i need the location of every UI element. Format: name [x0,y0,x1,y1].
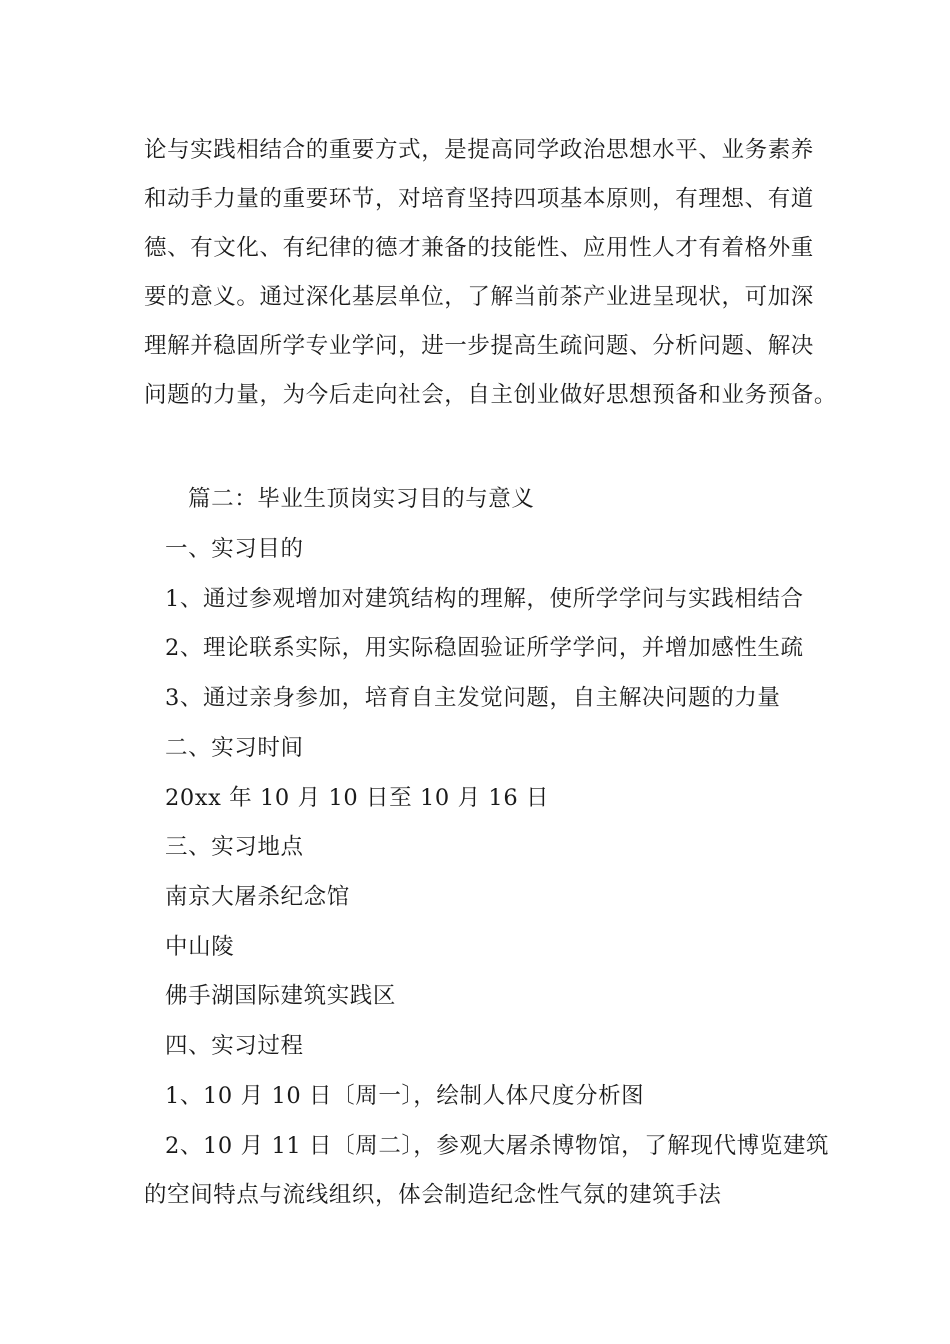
process-item: 2、10 月 11 日〔周二〕，参观大屠杀博物馆，了解现代博览建筑 [165,1133,830,1159]
intro-line: 要的意义。通过深化基层单位，了解当前茶产业进呈现状，可加深 [144,284,814,310]
process-item: 1、10 月 10 日〔周一〕，绘制人体尺度分析图 [165,1083,645,1109]
time-text: 20xx 年 10 月 10 日至 10 月 16 日 [165,785,550,811]
purpose-item: 2、理论联系实际，用实际稳固验证所学学问，并增加感性生疏 [165,635,804,661]
intro-line: 问题的力量，为今后走向社会，自主创业做好思想预备和业务预备。 [144,382,838,408]
purpose-item: 3、通过亲身参加，培育自主发觉问题，自主解决问题的力量 [165,685,781,711]
intro-line: 德、有文化、有纪律的德才兼备的技能性、应用性人才有着格外重 [144,235,814,261]
chapter-title: 篇二：毕业生顶岗实习目的与意义 [188,486,535,512]
intro-paragraph [144,126,838,420]
section-heading-place: 三、实习地点 [165,834,304,860]
intro-line: 和动手力量的重要环节，对培育坚持四项基本原则，有理想、有道 [144,186,814,212]
intro-line: 论与实践相结合的重要方式，是提高同学政治思想水平、业务素养 [144,137,814,163]
place-item: 南京大屠杀纪念馆 [165,884,350,910]
purpose-item: 1、通过参观增加对建筑结构的理解，使所学学问与实践相结合 [165,586,804,612]
place-item: 佛手湖国际建筑实践区 [165,983,397,1009]
section-heading-purpose: 一、实习目的 [165,536,304,562]
section-heading-time: 二、实习时间 [165,735,304,761]
place-item: 中山陵 [165,934,235,960]
intro-line: 理解并稳固所学专业学问，进一步提高生疏问题、分析问题、解决 [144,333,814,359]
section-heading-process: 四、实习过程 [165,1033,304,1059]
process-item-continuation: 的空间特点与流线组织，体会制造纪念性气氛的建筑手法 [144,1182,722,1208]
